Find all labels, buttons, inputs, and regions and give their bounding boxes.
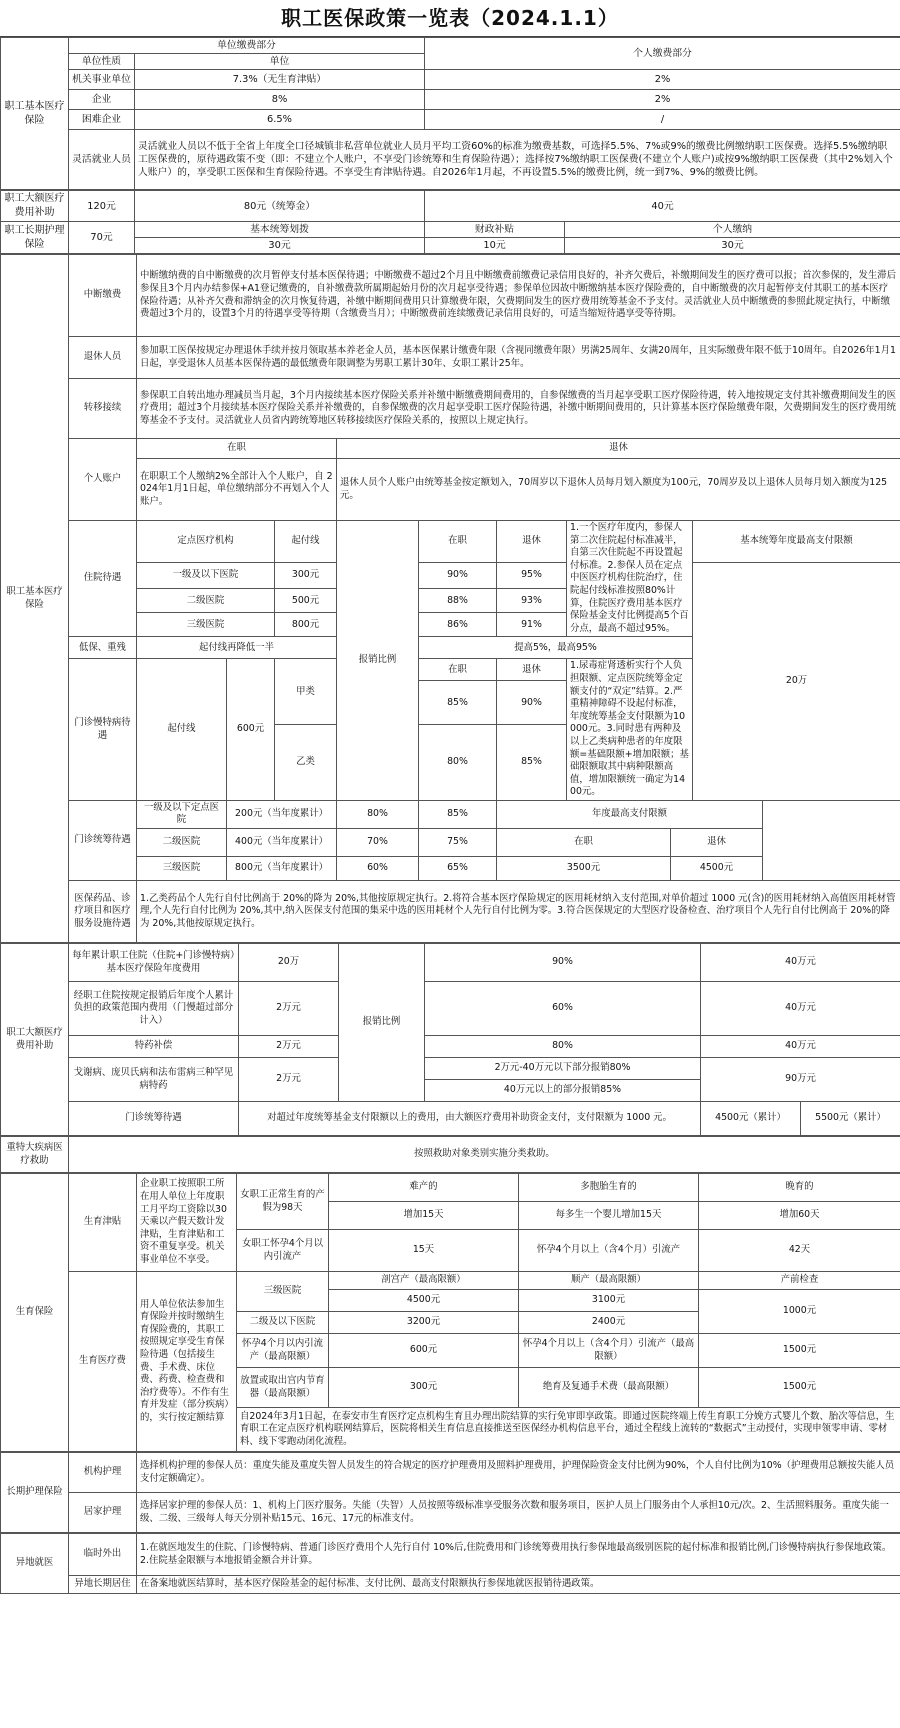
inpatient-on: 88% — [419, 589, 497, 613]
large-r3-ratio: 80% — [425, 1036, 701, 1058]
maternity-table — [0, 1173, 900, 1452]
sterilization-value: 1500元 — [699, 1368, 900, 1408]
inpatient-note: 1.一个医疗年度内，参保人第二次住院起付标准减半，自第三次住院起不再设置起付标准。2.参保人员在定点中医医疗机构住院治疗，住院起付线标准按照80%计算，住院医疗费用基本医疗保险基金支付比例提高5个百分点，最高不超过95%。 — [567, 521, 693, 637]
ltc-treatment-category: 长期护理保险 — [1, 1453, 69, 1533]
large-r1-ratio: 90% — [425, 944, 701, 982]
inpatient-inst: 三级医院 — [137, 613, 275, 637]
abortion-fee-4m-plus-label: 怀孕4个月以上（含4个月）引流产（最高限额） — [519, 1334, 699, 1368]
retire-text: 参加职工医保按规定办理退休手续并按月领取基本养老金人员，基本医保累计缴费年限（含视同缴费年限）男满25周年、女满20周年，且实际缴费年限不低于10周年。自2026年1月1日起，享受退休人员基本医保待遇的最低缴费年限调整为男职工累计30年、女职工累计25年。 — [137, 337, 900, 379]
serious-illness-category: 重特大疾病医疗救助 — [1, 1137, 69, 1173]
ltc-header-fund: 基本统筹划拨 — [135, 222, 425, 238]
large-subsidy-category: 职工大额医疗费用补助 — [1, 191, 69, 222]
ltc-treatment-table — [0, 1452, 900, 1533]
sterilization-label: 绝育及复通手术费（最高限额） — [519, 1368, 699, 1408]
unit-nature-header: 单位性质 — [69, 54, 135, 70]
inpatient-inst-header: 定点医疗机构 — [137, 521, 275, 563]
large-r4-name: 戈谢病、庞贝氏病和法布雷病三种罕见病特药 — [69, 1058, 239, 1102]
large-r4-amount: 2万元 — [239, 1058, 339, 1102]
chronic-a-on: 85% — [419, 681, 497, 725]
account-ret-header: 退休 — [337, 439, 900, 459]
large-r4-ratio-a: 2万元-40万元以下部分报销80% — [425, 1058, 701, 1080]
abortion-fee-4m-label: 怀孕4个月以内引流产（最高限额） — [237, 1334, 329, 1368]
iud-value: 300元 — [329, 1368, 519, 1408]
annual-limit-header: 基本统筹年度最高支付限额 — [693, 521, 900, 563]
outpatient-on: 80% — [337, 800, 419, 828]
large-r5-ret: 5500元（累计） — [801, 1102, 900, 1136]
late-birth-value: 增加60天 — [699, 1202, 900, 1230]
retire-label: 退休人员 — [69, 337, 137, 379]
level3-natural: 3100元 — [519, 1290, 699, 1312]
abortion-4m-plus-value: 42天 — [699, 1230, 900, 1272]
multi-birth-header: 多胞胎生育的 — [519, 1174, 699, 1202]
outpatient-deduct: 800元（当年度累计） — [227, 857, 337, 881]
long-term-residence-text: 在备案地就医结算时，基本医疗保险基金的起付标准、支付比例、最高支付限额执行参保地就医报销待遇政策。 — [137, 1576, 900, 1594]
outpatient-ret: 65% — [419, 857, 497, 881]
large-r1-name: 每年累计职工住院（住院+门诊慢特病）基本医疗保险年度费用 — [69, 944, 239, 982]
basic-contribution-table — [0, 37, 900, 190]
level2-cesarean: 3200元 — [329, 1312, 519, 1334]
outpatient-inst: 一级及以下定点医院 — [137, 800, 227, 828]
ltc-value-subsidy: 10元 — [425, 238, 565, 254]
unit-rate: 7.3%（无生育津贴） — [135, 70, 425, 90]
ltc-category: 职工长期护理保险 — [1, 222, 69, 254]
transfer-label: 转移接续 — [69, 379, 137, 439]
home-care-text: 选择居家护理的参保人员：1、机构上门医疗服务。失能（失智）人员按照等级标准享受服务次数和服务项目，医护人员上门服务由个人承担10元/次。2、生活照料服务。重度失能一级、二级、三级每人每天分别补贴15元、16元、17元的标准支付。 — [137, 1493, 900, 1533]
chronic-label: 门诊慢特病待遇 — [69, 659, 137, 801]
outpatient-label: 门诊统筹待遇 — [69, 800, 137, 880]
basic-insurance-category: 职工基本医疗保险 — [1, 38, 69, 190]
account-on-text: 在职职工个人缴纳2%全部计入个人账户，自 2024年1月1日起，单位缴纳部分不再划入个人账户。 — [137, 459, 337, 521]
interrupt-text: 中断缴纳费的自中断缴费的次月暂停支付基本医保待遇；中断缴费不超过2个月且中断缴费前缴费记录信用良好的，补齐欠费后，补缴期间发生的医疗费可以报；首次参保的，发生滞后参保且3个月内办结参保+A1登记缴费的，自补缴费款所属期起始月份的次月起享受待遇；参保单位因故中断缴纳基本医疗保险费的，自中断缴费的次月起暂停支付其职工的基本医疗保险待遇；从补齐欠费和滞纳金的次月恢复待遇，补缴中断期间费用只计算缴费年限，欠费期间发生的医疗费用统筹基金不予支付。灵活就业人员中断缴费的参照此规定执行，中断缴费超过3个月的，设置3个月的待遇享受等待期（含缴费当月）；中断缴费前连续缴费记录信用良好的，可适当缩短待遇享受等待期。 — [137, 255, 900, 337]
maternity-category: 生育保险 — [1, 1174, 69, 1452]
large-r2-amount: 2万元 — [239, 982, 339, 1036]
natural-header: 顺产（最高限额） — [519, 1272, 699, 1290]
basic-treatment-table — [0, 254, 900, 943]
level2-label: 二级及以下医院 — [237, 1312, 329, 1334]
large-unit: 80元（统筹金） — [135, 191, 425, 222]
interrupt-label: 中断缴费 — [69, 255, 137, 337]
inpatient-deduct-header: 起付线 — [275, 521, 337, 563]
drug-label: 医保药品、诊疗项目和医疗服务设施待遇 — [69, 881, 137, 943]
inpatient-deduct: 500元 — [275, 589, 337, 613]
row-name: 机关事业单位 — [69, 70, 135, 90]
large-r3-amount: 2万元 — [239, 1036, 339, 1058]
inpatient-on: 86% — [419, 613, 497, 637]
ltc-value-personal: 30元 — [565, 238, 900, 254]
ltc-total: 70元 — [69, 222, 135, 254]
large-r2-ratio: 60% — [425, 982, 701, 1036]
outpatient-inst: 二级医院 — [137, 829, 227, 857]
level2-natural: 2400元 — [519, 1312, 699, 1334]
flex-worker-label: 灵活就业人员 — [69, 130, 135, 190]
annual-limit-value: 20万 — [693, 563, 900, 801]
account-ret-text: 退休人员个人账户由统筹基金按定额划入，70周岁以下退休人员每月划入额度为100元，70周岁及以上退休人员每月划入额度为125元。 — [337, 459, 900, 521]
chronic-on-header: 在职 — [419, 659, 497, 681]
large-subsidy-table — [0, 943, 900, 1136]
large-r2-limit: 40万元 — [701, 982, 900, 1036]
large-r2-name: 经职工住院按规定报销后年度个人累计负担的政策范围内费用（门慢超过部分计入） — [69, 982, 239, 1036]
account-label: 个人账户 — [69, 439, 137, 521]
outpatient-limit-ret: 4500元 — [671, 857, 763, 881]
class-a-label: 甲类 — [275, 659, 337, 725]
unit-header: 单位 — [135, 54, 425, 70]
ltc-header-subsidy: 财政补贴 — [425, 222, 565, 238]
temporary-trip-label: 临时外出 — [69, 1534, 137, 1576]
large-ratio-header: 报销比例 — [339, 944, 425, 1102]
long-term-residence-label: 异地长期居住 — [69, 1576, 137, 1594]
large-r1-limit: 40万元 — [701, 944, 900, 982]
institution-care-text: 选择机构护理的参保人员：重度失能及重度失智人员发生的符合规定的医疗护理费用及照料护理费用，护理保险资金支付比例为90%，个人自付比例为10%（护理费用总额按失能人员支付定额确定）。 — [137, 1453, 900, 1493]
level3-label: 三级医院 — [237, 1272, 329, 1312]
large-total: 120元 — [69, 191, 135, 222]
account-on-header: 在职 — [137, 439, 337, 459]
low-income-deduct: 起付线再降低一半 — [137, 637, 337, 659]
institution-care-label: 机构护理 — [69, 1453, 137, 1493]
outpatient-on: 70% — [337, 829, 419, 857]
personal-rate: 2% — [425, 90, 900, 110]
inpatient-inst: 二级医院 — [137, 589, 275, 613]
inpatient-ret: 95% — [497, 563, 567, 589]
prenatal-header: 产前检查 — [699, 1272, 900, 1290]
personal-rate: 2% — [425, 70, 900, 90]
row-name: 困难企业 — [69, 110, 135, 130]
outpatient-limit-ret-header: 退休 — [671, 829, 763, 857]
large-r4-ratio-b: 40万元以上的部分报销85% — [425, 1080, 701, 1102]
unit-rate: 8% — [135, 90, 425, 110]
drug-text: 1.乙类药品个人先行自付比例高于 20%的降为 20%,其他按原规定执行。2.将符合基本医疗保险规定的医用耗材纳入支付范围,对单价超过 1000 元(含)的医用耗材纳入高值医用耗材管理,个人先行自付比例为 20%,其中,纳入医保支付范围的集采中选的医用耗材个人先行自付比例为零。3.符合医保规定的大型医疗设备检查、治疗项目个人先行自付比例高于 20%的降为 20%,其他按原规定执行。 — [137, 881, 900, 943]
serious-illness-table — [0, 1136, 900, 1173]
temporary-trip-text: 1.在就医地发生的住院、门诊慢特病、普通门诊医疗费用个人先行自付 10%后,住院费用和门诊统筹费用执行参保地最高级别医院的起付标准和报销比例,门诊慢特病执行参保地政策。2.住院基金限额与本地报销金额合并计算。 — [137, 1534, 900, 1576]
row-name: 企业 — [69, 90, 135, 110]
large-r5-text: 对超过年度统筹基金支付限额以上的费用，由大额医疗费用补助资金支付，支付限额为 1000 元。 — [239, 1102, 701, 1136]
chronic-note: 1.尿毒症肾透析实行个人负担限额、定点医院统筹金定额支付的“双定”结算。2.严重精神障碍不设起付标准，年度统筹基金支付限额为10000元。3.同时患有两种及以上乙类病种患者的年度限额=基础限额+增加限额；基础限额取其中病种限额高值，增加限额统一确定为1400元。 — [567, 659, 693, 801]
abortion-fee-4m-plus-value: 1500元 — [699, 1334, 900, 1368]
unit-rate: 6.5% — [135, 110, 425, 130]
abortion-fee-4m-value: 600元 — [329, 1334, 519, 1368]
personal-part-header: 个人缴费部分 — [425, 38, 900, 70]
large-r4-limit: 90万元 — [701, 1058, 900, 1102]
chronic-b-ret: 85% — [497, 725, 567, 801]
large-treatment-category: 职工大额医疗费用补助 — [1, 944, 69, 1136]
cesarean-header: 剖宫产（最高限额） — [329, 1272, 519, 1290]
inpatient-label: 住院待遇 — [69, 521, 137, 637]
medical-fee-desc: 用人单位依法参加生育保险并按时缴纳生育保险费的，其职工按照规定享受生育保险待遇（包括接生费、手术费、床位费、药费、检查费和治疗费等）。不作有生育并发症（部分疾病）的，实行按定额结算 — [137, 1272, 237, 1452]
flex-worker-text: 灵活就业人员以不低于全省上年度全口径城镇非私营单位就业人员月平均工资60%的标准为缴费基数，可选择5.5%、7%或9%的缴费比例缴纳职工医保费。选择5.5%缴纳职工医保费的，原待遇政策不变（即：不建立个人账户，不享受门诊统筹和生育保险待遇）；选择按7%缴纳职工医保费(不建立个人账户)或按9%缴纳职工医保费（其中2%划入个人账户）的，享受职工医保和生育保险待遇。不享受生育津贴待遇。自2026年1月起，不再设置5.5%的缴费比例，统一到7%、9%的缴费比例。 — [135, 130, 900, 190]
hard-birth-value: 增加15天 — [329, 1202, 519, 1230]
inpatient-ret: 93% — [497, 589, 567, 613]
inpatient-ret: 91% — [497, 613, 567, 637]
chronic-b-on: 80% — [419, 725, 497, 801]
abortion-4m-label: 女职工怀孕4个月以内引流产 — [237, 1230, 329, 1272]
large-r5-name: 门诊统筹待遇 — [69, 1102, 239, 1136]
chronic-deduct: 600元 — [227, 659, 275, 801]
inpatient-on-header: 在职 — [419, 521, 497, 563]
personal-rate: / — [425, 110, 900, 130]
ratio-header: 报销比例 — [337, 521, 419, 801]
class-b-label: 乙类 — [275, 725, 337, 801]
unit-part-header: 单位缴费部分 — [69, 38, 425, 54]
inpatient-deduct: 800元 — [275, 613, 337, 637]
large-personal: 40元 — [425, 191, 900, 222]
iud-label: 放置或取出宫内节育器（最高限额） — [237, 1368, 329, 1408]
late-birth-header: 晚育的 — [699, 1174, 900, 1202]
allowance-label: 生育津贴 — [69, 1174, 137, 1272]
inpatient-inst: 一级及以下医院 — [137, 563, 275, 589]
outpatient-deduct: 400元（当年度累计） — [227, 829, 337, 857]
home-care-label: 居家护理 — [69, 1493, 137, 1533]
large-r5-on: 4500元（累计） — [701, 1102, 801, 1136]
medical-fee-label: 生育医疗费 — [69, 1272, 137, 1452]
outpatient-ret: 75% — [419, 829, 497, 857]
normal-birth: 女职工正常生育的产假为98天 — [237, 1174, 329, 1230]
outpatient-on: 60% — [337, 857, 419, 881]
page-title: 职工医保政策一览表（2024.1.1） — [0, 0, 900, 37]
serious-illness-text: 按照救助对象类别实施分类救助。 — [69, 1137, 900, 1173]
outpatient-inst: 三级医院 — [137, 857, 227, 881]
level3-cesarean: 4500元 — [329, 1290, 519, 1312]
inpatient-deduct: 300元 — [275, 563, 337, 589]
maternity-note: 自2024年3月1日起，在泰安市生育医疗定点机构生育且办理出院结算的实行免审即享政策。即通过医院终端上传生育职工分娩方式婴儿个数、胎次等信息，生育职工在定点医疗机构联网结算后，医院将相关生育信息直接推送至医保经办机构信息平台，通过全程线上流转的“数据式”主动授付，实现申领零申请、零材料、线下零跑动闭化流程。 — [237, 1408, 900, 1452]
large-ltc-contribution-table — [0, 190, 900, 254]
chronic-deduct-header: 起付线 — [137, 659, 227, 801]
outpatient-limit-on-header: 在职 — [497, 829, 671, 857]
outpatient-ret: 85% — [419, 800, 497, 828]
inpatient-ret-header: 退休 — [497, 521, 567, 563]
transfer-text: 参保职工自转出地办理减员当月起，3个月内接续基本医疗保险关系并补缴中断缴费期间费用的，自参保缴费的当月起享受职工医疗保险待遇，转入地按规定支付其补缴费期间发生的医疗费用；超过3个月接续基本医疗保险关系并补缴费的，自参保缴费的次月起享受职工医疗保险待遇，补缴中断期间费用的，只计算基本医疗保险缴费年限，欠费期间发生的医疗费用统筹基金不予支付。灵活就业人员省内跨统筹地区转移接续医疗保险关系的，按照以上规定执行。 — [137, 379, 900, 439]
offsite-table — [0, 1533, 900, 1594]
ltc-value-fund: 30元 — [135, 238, 425, 254]
prenatal-value: 1000元 — [699, 1290, 900, 1334]
low-income-ratio: 提高5%，最高95% — [419, 637, 693, 659]
multi-birth-value: 每多生一个婴儿增加15天 — [519, 1202, 699, 1230]
ltc-header-personal: 个人缴纳 — [565, 222, 900, 238]
outpatient-deduct: 200元（当年度累计） — [227, 800, 337, 828]
allowance-desc: 企业职工按照职工所在用人单位上年度职工月平均工资除以30天乘以产假天数计发津贴，生育津贴和工资不重复享受。机关事业单位不享受。 — [137, 1174, 237, 1272]
chronic-ret-header: 退休 — [497, 659, 567, 681]
low-income-label: 低保、重残 — [69, 637, 137, 659]
inpatient-on: 90% — [419, 563, 497, 589]
hard-birth-header: 难产的 — [329, 1174, 519, 1202]
large-r3-name: 特药补偿 — [69, 1036, 239, 1058]
outpatient-limit-on: 3500元 — [497, 857, 671, 881]
large-r3-limit: 40万元 — [701, 1036, 900, 1058]
chronic-a-ret: 90% — [497, 681, 567, 725]
basic-treatment-category: 职工基本医疗保险 — [1, 255, 69, 943]
large-r1-amount: 20万 — [239, 944, 339, 982]
abortion-4m-value: 15天 — [329, 1230, 519, 1272]
offsite-category: 异地就医 — [1, 1534, 69, 1594]
abortion-4m-plus-label: 怀孕4个月以上（含4个月）引流产 — [519, 1230, 699, 1272]
outpatient-limit-header: 年度最高支付限额 — [497, 800, 763, 828]
